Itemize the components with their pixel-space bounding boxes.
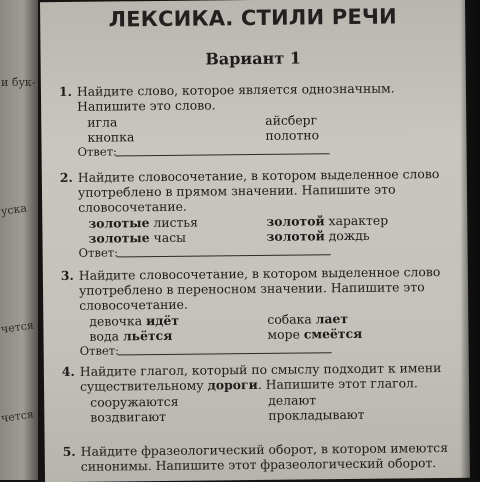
task-prompt-text: Найдите словосочетание, в котором выделенное слово употреблено в переносном значении. Напишите это словосочетание. (78, 264, 441, 313)
left-page-edge (0, 0, 38, 480)
task-prompt (60, 166, 453, 215)
task-prompt-text: Найдите слово, которое является однозначным. Напишите это слово. (76, 80, 395, 114)
option-item: собака лает (267, 311, 349, 327)
task-prompt-text: Найдите словосочетание, в котором выделенное слово употреблено в прямом значении. Напишите это словосочетание. (77, 166, 440, 215)
task-number: 4. (61, 363, 75, 380)
answer-line[interactable] (118, 352, 332, 355)
answer-line[interactable] (116, 153, 330, 156)
answer-row (78, 141, 453, 159)
options-grid (88, 212, 453, 246)
task-5 (63, 440, 456, 474)
task-prompt (63, 440, 456, 474)
task-3 (61, 264, 455, 358)
task-2 (60, 166, 454, 260)
option-item: вода льётся (89, 327, 173, 344)
task-prompt (62, 360, 455, 394)
left-page-fragment: чется (0, 318, 35, 336)
option-item: сооружаются (90, 393, 179, 410)
task-number: 3. (60, 267, 74, 284)
option-item: золотой дождь (266, 227, 370, 244)
task-number: 2. (59, 169, 73, 186)
option-item: золотые часы (88, 229, 187, 246)
option-item: девочка идёт (89, 312, 180, 329)
option-item: кнопка (87, 129, 135, 145)
answer-label: Ответ: (77, 144, 117, 159)
workbook-page (40, 0, 470, 482)
option-item: воздвигают (90, 408, 167, 425)
answer-label: Ответ: (79, 343, 120, 358)
right-shadow (460, 0, 480, 480)
option-item: прокладывают (268, 406, 365, 423)
answer-row (80, 340, 455, 358)
task-prompt (61, 264, 454, 313)
option-item: делают (268, 392, 317, 408)
option-item: полотно (265, 127, 320, 143)
task-number: 5. (62, 443, 76, 460)
options-grid (90, 391, 455, 425)
answer-line[interactable] (117, 254, 331, 257)
options-grid (89, 310, 454, 344)
task-prompt-text: Найдите фразеологический оборот, в котором имеются синонимы. Напишите этот фразеологический оборот. (80, 439, 449, 474)
answer-label: Ответ: (78, 245, 119, 260)
answer-row (79, 242, 454, 260)
left-page-fragment: и бук- (1, 76, 36, 89)
task-prompt-text: Найдите глагол, который по смыслу подходит к имени существительному (79, 360, 442, 394)
task-prompt-tail: . Напишите этот глагол. (257, 375, 418, 392)
option-item: море смеётся (267, 325, 363, 342)
left-page-fragment: уска (0, 201, 28, 218)
task-keyword: дороги (207, 376, 258, 393)
option-item: золотые листья (88, 214, 198, 231)
options-grid (87, 111, 452, 145)
left-page-fragment: чется (0, 407, 35, 425)
task-number: 1. (58, 83, 72, 100)
option-item: золотой характер (266, 212, 389, 229)
task-prompt (59, 80, 452, 114)
task-4 (62, 360, 456, 425)
option-item: айсберг (265, 112, 318, 128)
option-item: игла (87, 114, 118, 130)
task-1 (59, 80, 453, 159)
chapter-title: ЛЕКСИКА. СТИЛИ РЕЧИ (108, 4, 397, 32)
variant-title: Вариант 1 (205, 48, 302, 69)
